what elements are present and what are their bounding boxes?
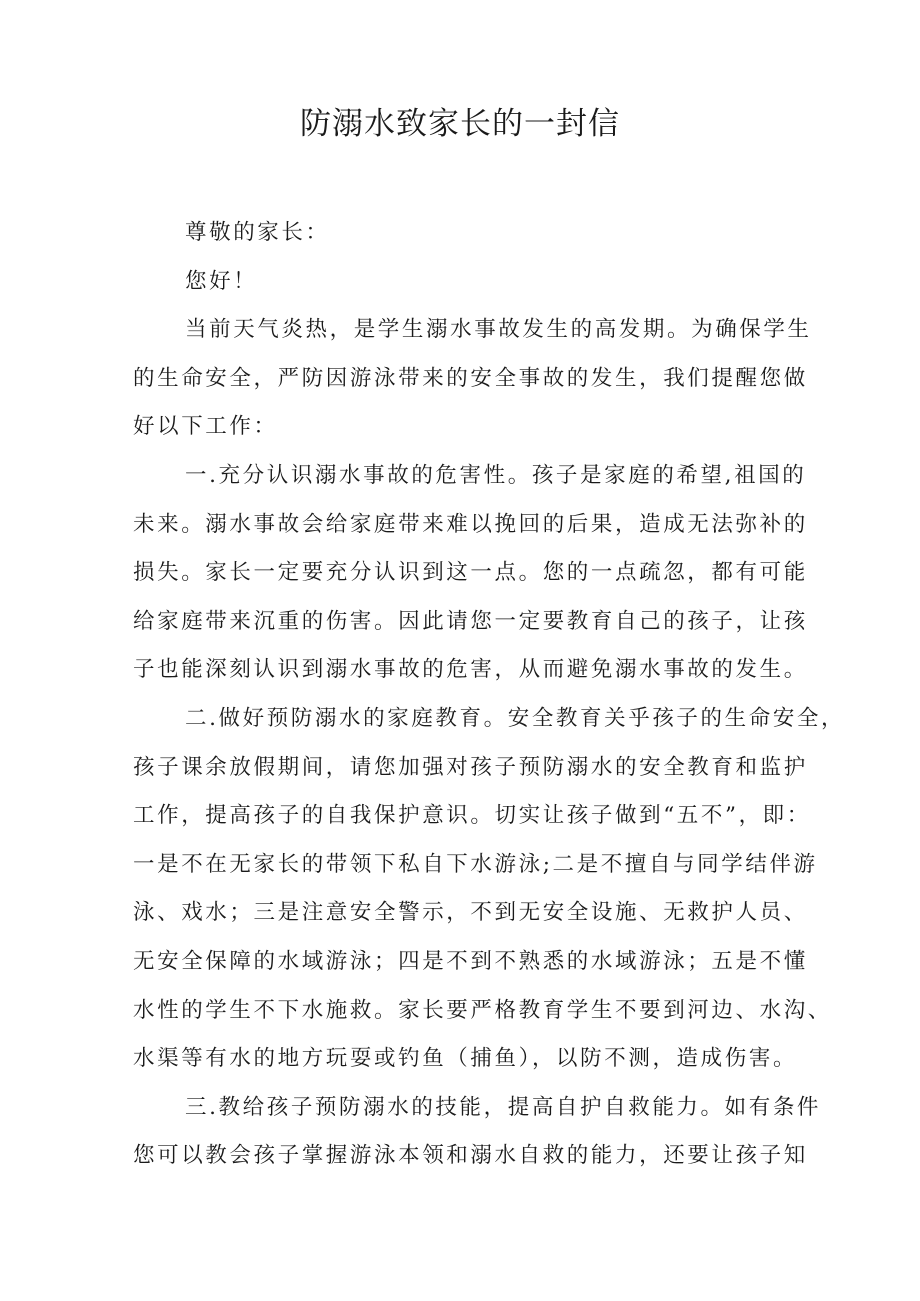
text-line: 子也能深刻认识到溺水事故的危害，从而避免溺水事故的发生。 [133, 657, 808, 683]
text-line: 水渠等有水的地方玩耍或钓鱼（捕鱼），以防不测，造成伤害。 [133, 1046, 798, 1072]
text-line: 工作，提高孩子的自我保护意识。切实让孩子做到“五不”，即： [133, 803, 811, 829]
text-line: 一.充分认识溺水事故的危害性。孩子是家庭的希望,祖国的 [185, 462, 807, 488]
text-line: 二.做好预防溺水的家庭教育。安全教育关乎孩子的生命安全， [185, 705, 846, 731]
text-line: 好以下工作： [133, 414, 278, 440]
text-line: 无安全保障的水域游泳；四是不到不熟悉的水域游泳；五是不懂 [133, 948, 808, 974]
text-line: 您可以教会孩子掌握游泳本领和溺水自救的能力，还要让孩子知 [133, 1143, 808, 1169]
text-line: 未来。溺水事故会给家庭带来难以挽回的后果，造成无法弥补的 [133, 511, 808, 537]
text-line: 您好！ [185, 268, 258, 294]
text-line: 水性的学生不下水施救。家长要严格教育学生不要到河边、水沟、 [133, 997, 832, 1023]
text-line: 当前天气炎热，是学生溺水事故发生的高发期。为确保学生 [185, 317, 812, 343]
text-line: 尊敬的家长： [185, 220, 330, 245]
text-line: 的生命安全，严防因游泳带来的安全事故的发生，我们提醒您做 [133, 365, 808, 391]
letter-body [133, 209, 846, 1181]
text-line: 泳、戏水；三是注意安全警示，不到无安全设施、无救护人员、 [133, 900, 808, 926]
document-title: 防溺水致家长的一封信 [300, 106, 620, 142]
text-line: 损失。家长一定要充分认识到这一点。您的一点疏忽，都有可能 [133, 560, 808, 586]
text-line: 一是不在无家长的带领下私自下水游泳;二是不擅自与同学结伴游 [133, 851, 818, 877]
text-line: 给家庭带来沉重的伤害。因此请您一定要教育自己的孩子，让孩 [133, 608, 808, 634]
text-line: 孩子课余放假期间，请您加强对孩子预防溺水的安全教育和监护 [133, 754, 808, 780]
text-line: 三.教给孩子预防溺水的技能，提高自护自救能力。如有条件 [185, 1094, 822, 1120]
